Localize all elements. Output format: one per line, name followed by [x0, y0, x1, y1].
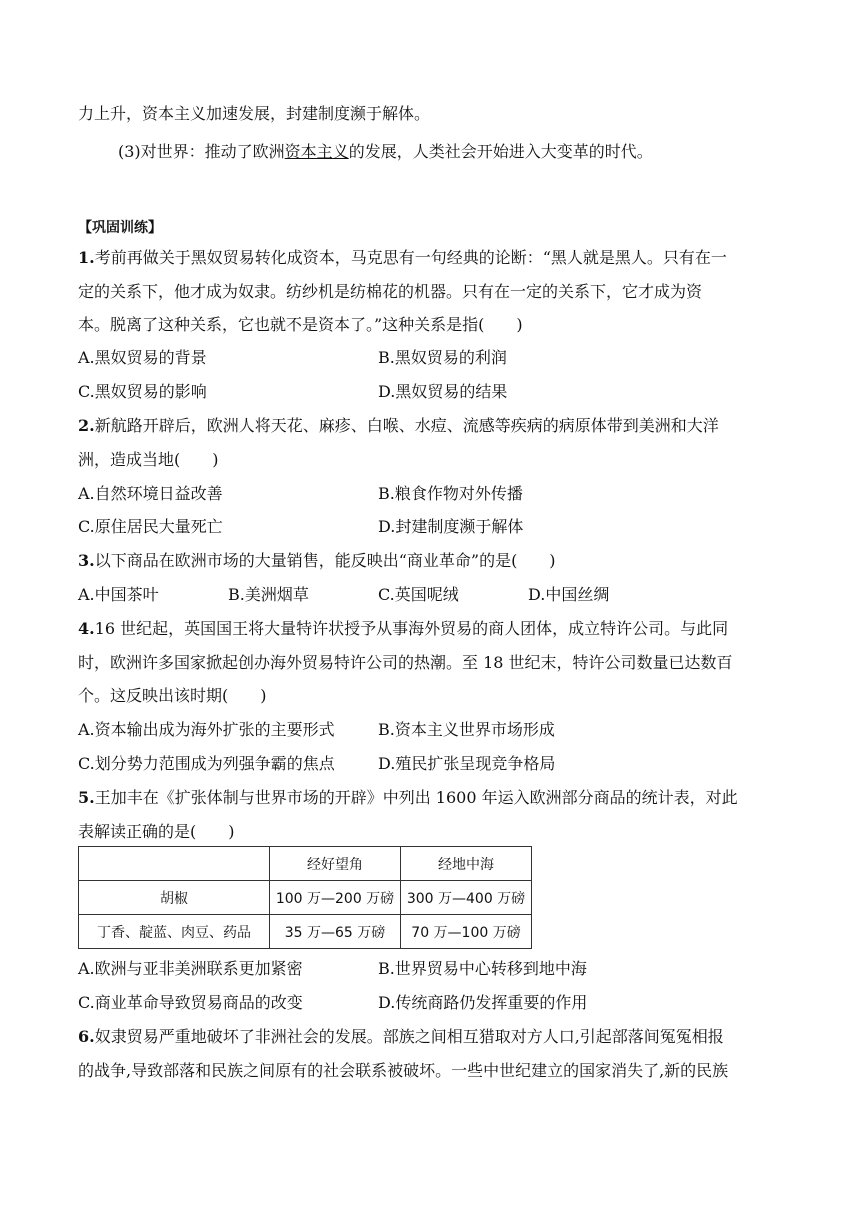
q2-option-b: B.粮食作物对外传播: [378, 484, 523, 503]
q5-option-c: C.商业革命导致贸易商品的改变: [78, 993, 303, 1012]
q4-option-c: C.划分势力范围成为列强争霸的焦点: [78, 754, 335, 773]
table-cell: 35 万—65 万磅: [270, 915, 401, 949]
question-text: 奴隶贸易严重地破坏了非洲社会的发展。部族之间相互猎取对方人口,引起部落间冤冤相报: [94, 1027, 724, 1046]
intro-line-2-prefix: (3)对世界：推动了欧洲: [118, 142, 285, 161]
q1-option-c: C.黑奴贸易的影响: [78, 382, 207, 401]
table-header-cell: 经好望角: [270, 847, 401, 881]
q3-option-c: C.英国呢绒: [378, 585, 459, 604]
table-cell: 丁香、靛蓝、肉豆、药品: [79, 915, 270, 949]
q5-option-b: B.世界贸易中心转移到地中海: [378, 959, 587, 978]
question-number: 2.: [78, 416, 95, 435]
question-4-line-3: 个。这反映出该时期( ): [78, 686, 267, 705]
section-title: 【巩固训练】: [78, 220, 162, 236]
q3-option-b: B.美洲烟草: [228, 585, 309, 604]
q2-option-a: A.自然环境日益改善: [78, 484, 223, 503]
statistics-table: [78, 846, 532, 949]
table-header-cell: [79, 847, 270, 881]
question-number: 6.: [78, 1027, 95, 1046]
table-header-cell: 经地中海: [401, 847, 532, 881]
question-number: 1.: [78, 248, 95, 267]
q2-option-d: D.封建制度濒于解体: [378, 517, 524, 536]
q2-option-c: C.原住居民大量死亡: [78, 517, 223, 536]
question-5-line-2: 表解读正确的是( ): [78, 822, 235, 841]
table-row: [79, 881, 532, 915]
question-number: 5.: [78, 788, 95, 807]
question-1-line-1: [78, 248, 727, 268]
question-number: 4.: [78, 619, 95, 638]
q4-option-a: A.资本输出成为海外扩张的主要形式: [78, 720, 335, 739]
question-2-line-2: 洲，造成当地( ): [78, 450, 219, 469]
q5-option-a: A.欧洲与亚非美洲联系更加紧密: [78, 959, 303, 978]
table-row: [79, 915, 532, 949]
question-4-line-2: 时，欧洲许多国家掀起创办海外贸易特许公司的热潮。至 18 世纪末，特许公司数量已达数百: [78, 653, 733, 672]
table-cell: 70 万—100 万磅: [401, 915, 532, 949]
q1-option-b: B.黑奴贸易的利润: [378, 348, 507, 367]
table-cell: 100 万—200 万磅: [270, 881, 401, 915]
question-6-line-1: [78, 1027, 724, 1047]
q3-option-a: A.中国茶叶: [78, 585, 159, 604]
intro-line-1: 力上升，资本主义加速发展，封建制度濒于解体。: [78, 104, 431, 123]
table-cell: 300 万—400 万磅: [401, 881, 532, 915]
question-6-line-2: 的战争,导致部落和民族之间原有的社会联系被破坏。一些中世纪建立的国家消失了,新的民族: [78, 1061, 729, 1080]
table-cell: 胡椒: [79, 881, 270, 915]
question-number: 3.: [78, 551, 95, 570]
intro-line-2: [118, 142, 653, 162]
question-text: 王加丰在《扩张体制与世界市场的开辟》中列出 1600 年运入欧洲部分商品的统计表，对此: [94, 788, 738, 807]
q1-option-a: A.黑奴贸易的背景: [78, 348, 207, 367]
intro-line-2-suffix: 的发展，人类社会开始进入大变革的时代。: [348, 142, 653, 161]
q1-option-d: D.黑奴贸易的结果: [378, 382, 508, 401]
question-1-line-3: 本。脱离了这种关系，它也就不是资本了。”这种关系是指( ): [78, 315, 523, 334]
question-2-line-1: [78, 416, 719, 436]
q4-option-d: D.殖民扩张呈现竞争格局: [378, 754, 556, 773]
q5-option-d: D.传统商路仍发挥重要的作用: [378, 993, 588, 1012]
underlined-term: 资本主义: [284, 142, 349, 161]
question-text: 16 世纪起，英国国王将大量特许状授予从事海外贸易的商人团体，成立特许公司。与此同: [94, 619, 729, 638]
question-5-line-1: [78, 788, 738, 808]
question-text: 以下商品在欧洲市场的大量销售，能反映出“商业革命”的是( ): [94, 551, 556, 570]
table-header-row: [79, 847, 532, 881]
question-text: 考前再做关于黑奴贸易转化成资本，马克思有一句经典的论断：“黑人就是黑人。只有在一: [94, 248, 727, 267]
question-3-line-1: [78, 551, 556, 571]
q3-option-d: D.中国丝绸: [528, 585, 610, 604]
question-4-line-1: [78, 619, 728, 639]
q4-option-b: B.资本主义世界市场形成: [378, 720, 555, 739]
question-text: 新航路开辟后，欧洲人将天花、麻疹、白喉、水痘、流感等疾病的病原体带到美洲和大洋: [94, 416, 719, 435]
question-1-line-2: 定的关系下，他才成为奴隶。纺纱机是纺棉花的机器。只有在一定的关系下，它才成为资: [78, 282, 703, 301]
